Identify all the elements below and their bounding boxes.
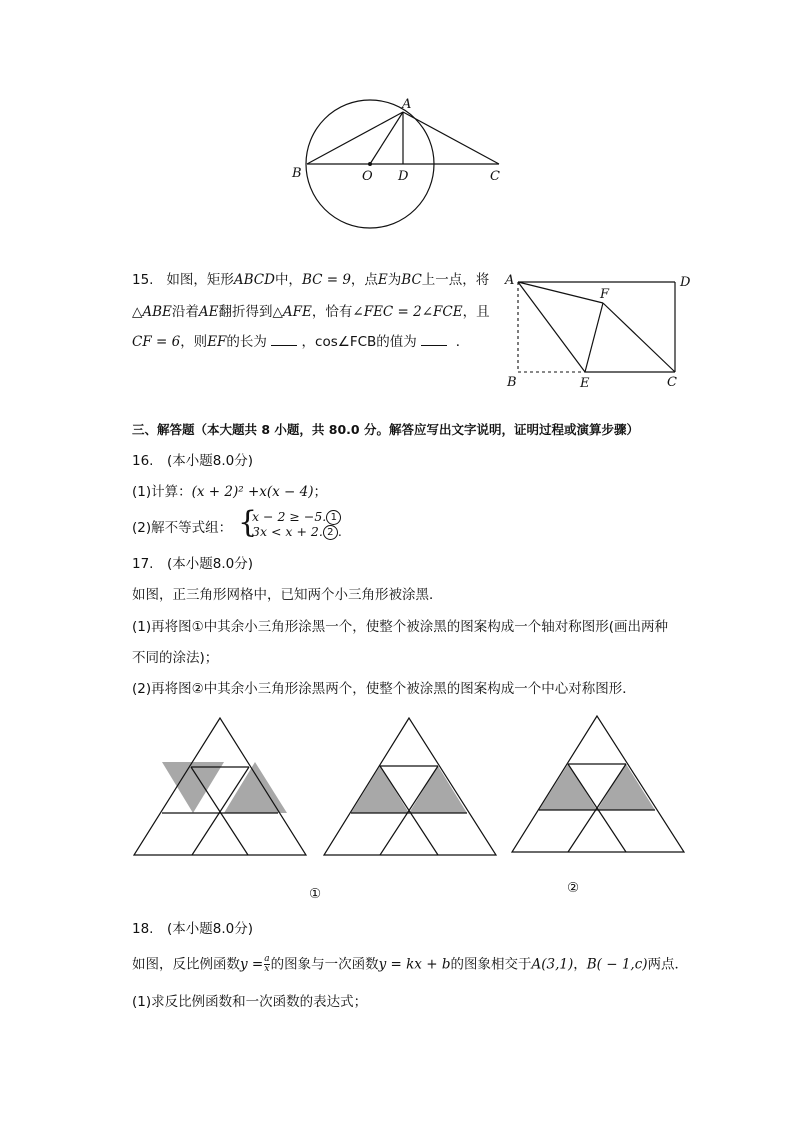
circled-number: 1 — [326, 510, 341, 525]
q18-text: ， — [573, 956, 587, 973]
q17-header: 17. (本小题8.0分) — [132, 556, 253, 572]
fraction-numerator: a — [264, 954, 270, 964]
outer-triangle — [324, 718, 496, 855]
segment-fc — [603, 303, 675, 372]
outer-triangle — [512, 716, 684, 852]
q15-math: EF — [207, 334, 227, 350]
triangle-grid-3 — [508, 710, 688, 858]
q16-math: (x + 2)² +x(x − 4) — [191, 484, 314, 500]
segment-ab — [307, 112, 403, 164]
segment-ac — [403, 112, 499, 164]
label-b: B — [507, 375, 517, 390]
q15-text: 为 — [387, 272, 402, 288]
q18-math: y = — [240, 956, 264, 973]
label-b: B — [292, 166, 302, 181]
q15-math: BC — [401, 272, 422, 288]
q15-math: △ABE — [132, 304, 172, 320]
circle-triangle-figure — [288, 95, 508, 235]
q15-math: △AFE — [272, 304, 312, 320]
q18-text: 的图象与一次函数 — [270, 956, 379, 973]
fraction — [264, 955, 269, 974]
q17-part2: (2)再将图②中其余小三角形涂黑两个，使整个被涂黑的图案构成一个中心对称图形． — [132, 681, 636, 697]
q16-ineq1 — [252, 509, 341, 525]
answer-blank-2[interactable] — [421, 333, 447, 346]
q18-line — [132, 955, 688, 974]
shaded-triangle — [539, 764, 597, 810]
segment-fe — [585, 303, 603, 372]
q18-text: 如图，反比例函数 — [132, 956, 240, 973]
q15-line1 — [132, 271, 489, 289]
q15-math: ∠FEC = 2∠FCE — [352, 304, 463, 320]
q16-math: x − 2 ≥ −5. — [252, 509, 327, 524]
q17-part1b: 不同的涂法)； — [132, 650, 219, 666]
q15-text: ． — [455, 334, 470, 350]
shaded-triangle — [597, 764, 655, 810]
circled-number: 2 — [323, 525, 338, 540]
q15-text: ， — [301, 334, 316, 350]
triangle-grid-1 — [130, 712, 310, 860]
q15-number: 15. — [132, 272, 154, 288]
q15-line2 — [132, 303, 490, 321]
q16-text: ； — [313, 484, 328, 500]
q15-text: ，且 — [462, 304, 490, 320]
q15-text: 中， — [274, 272, 302, 288]
label-d: D — [680, 275, 691, 290]
fraction-denominator: x — [264, 964, 270, 974]
q15-text: 的长为 — [226, 334, 267, 350]
q18-text: 两点． — [647, 956, 689, 973]
q15-math: cos∠FCB — [315, 334, 377, 350]
q16-part1 — [132, 483, 327, 501]
q16-text: (1)计算： — [132, 484, 192, 500]
outer-triangle — [134, 718, 306, 855]
q15-math: BC = 9 — [301, 272, 351, 288]
q16-math: 3x < x + 2. — [252, 524, 323, 539]
segment-ao — [370, 112, 403, 164]
center-dot — [368, 162, 372, 166]
system-brace: { — [238, 505, 258, 540]
q15-text: ，则 — [180, 334, 208, 350]
q15-line3 — [132, 333, 469, 351]
q18-math: B( − 1,c) — [586, 956, 648, 973]
label-a: A — [402, 97, 412, 112]
triangle-grid-2 — [320, 712, 500, 860]
q15-text: ，恰有 — [311, 304, 353, 320]
label-c: C — [667, 375, 677, 390]
q18-header: 18. (本小题8.0分) — [132, 921, 253, 937]
shaded-triangle — [224, 762, 287, 813]
q16-text: . — [337, 524, 342, 539]
q17-part1a: (1)再将图①中其余小三角形涂黑一个，使整个被涂黑的图案构成一个轴对称图形(画出两种 — [132, 619, 668, 635]
shaded-triangle — [409, 766, 467, 813]
label-c: C — [490, 169, 500, 184]
q15-math: E — [377, 272, 388, 288]
q18-part1: (1)求反比例函数和一次函数的表达式； — [132, 994, 368, 1010]
rectangle-fold-figure — [500, 270, 700, 395]
q15-text: 上一点，将 — [421, 272, 490, 288]
figure-caption-2: ② — [567, 880, 580, 896]
q15-text: 如图，矩形 — [166, 272, 234, 288]
q15-text: 的值为 — [376, 334, 417, 350]
label-f: F — [600, 287, 610, 302]
shaded-triangle — [351, 766, 409, 813]
q15-text: ，点 — [350, 272, 378, 288]
q15-math: AE — [198, 304, 219, 320]
label-e: E — [580, 376, 590, 391]
q18-math: y = kx + b — [378, 956, 451, 973]
label-d: D — [398, 169, 409, 184]
answer-blank-1[interactable] — [271, 333, 297, 346]
label-a: A — [505, 273, 515, 288]
q15-math: CF = 6 — [132, 334, 181, 350]
q18-text: 的图象相交于 — [450, 956, 532, 973]
q17-intro: 如图，正三角形网格中，已知两个小三角形被涂黑． — [132, 587, 443, 603]
figure-caption-1: ① — [309, 886, 322, 902]
q16-ineq2 — [252, 524, 342, 540]
q16-part2-label: (2)解不等式组： — [132, 520, 233, 536]
label-o: O — [362, 169, 373, 184]
q18-math: A(3,1) — [531, 956, 574, 973]
q15-text: 沿着 — [171, 304, 199, 320]
q15-math: ABCD — [233, 272, 275, 288]
q15-text: 翻折得到 — [218, 304, 273, 320]
q16-header: 16. (本小题8.0分) — [132, 453, 253, 469]
section-heading: 三、解答题（本大题共 8 小题，共 80.0 分。解答应写出文字说明，证明过程或演算步骤） — [132, 422, 639, 437]
